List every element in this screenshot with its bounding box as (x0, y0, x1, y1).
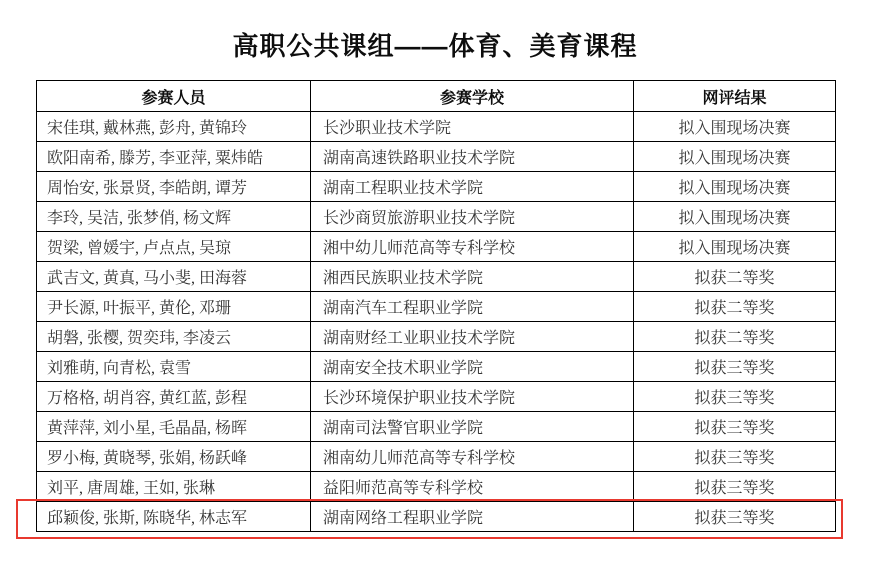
page-title: 高职公共课组——体育、美育课程 (232, 31, 638, 61)
cell-result: 拟获三等奖 (634, 442, 836, 472)
cell-participants: 尹长源, 叶振平, 黄伦, 邓珊 (37, 292, 311, 322)
table-row (37, 472, 836, 502)
header-participants: 参赛人员 (37, 81, 311, 112)
table-row (37, 232, 836, 262)
cell-school: 湖南工程职业技术学院 (311, 172, 634, 202)
cell-participants: 欧阳南希, 滕芳, 李亚萍, 粟炜皓 (37, 142, 311, 172)
table-row (37, 142, 836, 172)
cell-school: 益阳师范高等专科学校 (311, 472, 634, 502)
cell-result: 拟获三等奖 (634, 352, 836, 382)
cell-participants: 宋佳琪, 戴林燕, 彭舟, 黄锦玲 (37, 112, 311, 142)
table-row (37, 442, 836, 472)
cell-participants: 胡磐, 张樱, 贺奕玮, 李凌云 (37, 322, 311, 352)
cell-school: 长沙职业技术学院 (311, 112, 634, 142)
cell-school: 湖南网络工程职业学院 (311, 502, 634, 532)
cell-participants: 刘雅萌, 向青松, 袁雪 (37, 352, 311, 382)
cell-result: 拟获三等奖 (634, 472, 836, 502)
cell-school: 长沙商贸旅游职业技术学院 (311, 202, 634, 232)
cell-school: 湘中幼儿师范高等专科学校 (311, 232, 634, 262)
cell-school: 长沙环境保护职业技术学院 (311, 382, 634, 412)
table-row-highlighted (37, 502, 836, 532)
cell-result: 拟入围现场决赛 (634, 232, 836, 262)
cell-result: 拟获二等奖 (634, 292, 836, 322)
table-row (37, 322, 836, 352)
cell-result: 拟获二等奖 (634, 322, 836, 352)
cell-result: 拟入围现场决赛 (634, 202, 836, 232)
table-row (37, 412, 836, 442)
table-row (37, 292, 836, 322)
cell-result: 拟入围现场决赛 (634, 142, 836, 172)
header-school: 参赛学校 (311, 81, 634, 112)
table-row (37, 262, 836, 292)
table-row (37, 382, 836, 412)
cell-school: 湖南司法警官职业学院 (311, 412, 634, 442)
cell-result: 拟获三等奖 (634, 412, 836, 442)
table-body (37, 112, 836, 532)
cell-school: 湖南汽车工程职业学院 (311, 292, 634, 322)
header-result: 网评结果 (634, 81, 836, 112)
cell-result: 拟获二等奖 (634, 262, 836, 292)
cell-school: 湘西民族职业技术学院 (311, 262, 634, 292)
cell-participants: 万格格, 胡肖容, 黄红蓝, 彭程 (37, 382, 311, 412)
header-row (37, 81, 836, 112)
results-table-wrap (36, 80, 836, 532)
cell-participants: 李玲, 吴洁, 张梦俏, 杨文辉 (37, 202, 311, 232)
cell-result: 拟入围现场决赛 (634, 112, 836, 142)
cell-participants: 罗小梅, 黄晓琴, 张娟, 杨跃峰 (37, 442, 311, 472)
cell-participants: 周怡安, 张景贤, 李皓朗, 谭芳 (37, 172, 311, 202)
results-table (36, 80, 836, 532)
cell-school: 湖南安全技术职业学院 (311, 352, 634, 382)
cell-participants: 黄萍萍, 刘小星, 毛晶晶, 杨晖 (37, 412, 311, 442)
cell-school: 湖南财经工业职业技术学院 (311, 322, 634, 352)
cell-result: 拟获三等奖 (634, 502, 836, 532)
cell-participants: 贺梁, 曾媛宇, 卢点点, 吴琼 (37, 232, 311, 262)
table-row (37, 352, 836, 382)
cell-participants: 武吉文, 黄真, 马小斐, 田海蓉 (37, 262, 311, 292)
cell-result: 拟获三等奖 (634, 382, 836, 412)
cell-participants: 刘平, 唐周雄, 王如, 张琳 (37, 472, 311, 502)
cell-school: 湖南高速铁路职业技术学院 (311, 142, 634, 172)
table-row (37, 112, 836, 142)
cell-school: 湘南幼儿师范高等专科学校 (311, 442, 634, 472)
table-row (37, 172, 836, 202)
cell-participants: 邱颖俊, 张斯, 陈晓华, 林志军 (37, 502, 311, 532)
table-row (37, 202, 836, 232)
cell-result: 拟入围现场决赛 (634, 172, 836, 202)
